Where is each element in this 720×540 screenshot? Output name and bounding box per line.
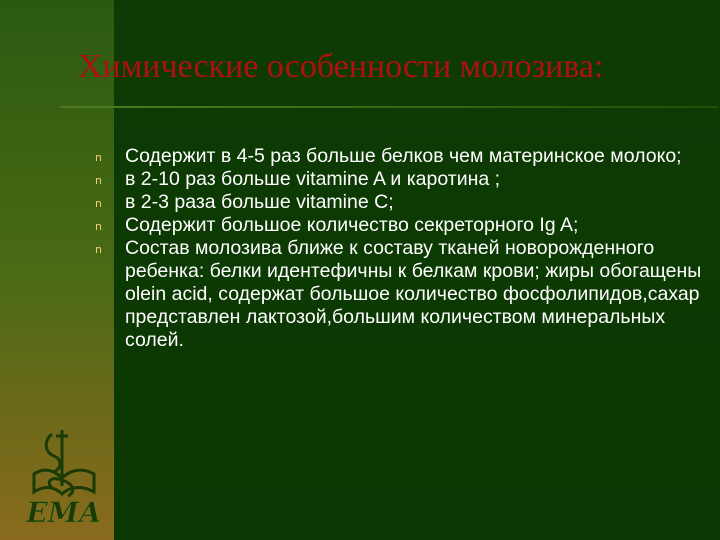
bullet-icon: n xyxy=(95,174,102,187)
bullet-text: Содержит в 4-5 раз больше белков чем материнское молоко; xyxy=(125,145,682,167)
list-item xyxy=(92,191,702,214)
list-item xyxy=(92,237,702,352)
slide-title: Химические особенности молозива: xyxy=(78,48,604,85)
list-item xyxy=(92,168,702,191)
bullet-icon: n xyxy=(95,151,102,164)
bullet-icon: n xyxy=(95,220,102,233)
bullet-icon: n xyxy=(95,197,102,210)
bullet-icon: n xyxy=(95,243,102,256)
logo-text: ЕМА xyxy=(26,496,102,526)
bullet-text: Состав молозива ближе к составу тканей новорожденного ребенка: белки идентефичны к белкам крови; жиры обогащены olein acid, содержат большое количество фосфолипидов,сахар представлен лактозой,большим количеством минеральных солей. xyxy=(125,237,702,351)
bullet-list xyxy=(92,145,702,352)
title-divider xyxy=(60,106,718,108)
list-item xyxy=(92,145,702,168)
list-item xyxy=(92,214,702,237)
bullet-text: в 2-3 раза больше vitamine C; xyxy=(125,191,394,213)
bullet-text: в 2-10 раз больше vitamine A и каротина ; xyxy=(125,168,501,190)
academy-logo-icon xyxy=(22,426,106,526)
bullet-text: Содержит большое количество секреторного Ig A; xyxy=(125,214,579,236)
